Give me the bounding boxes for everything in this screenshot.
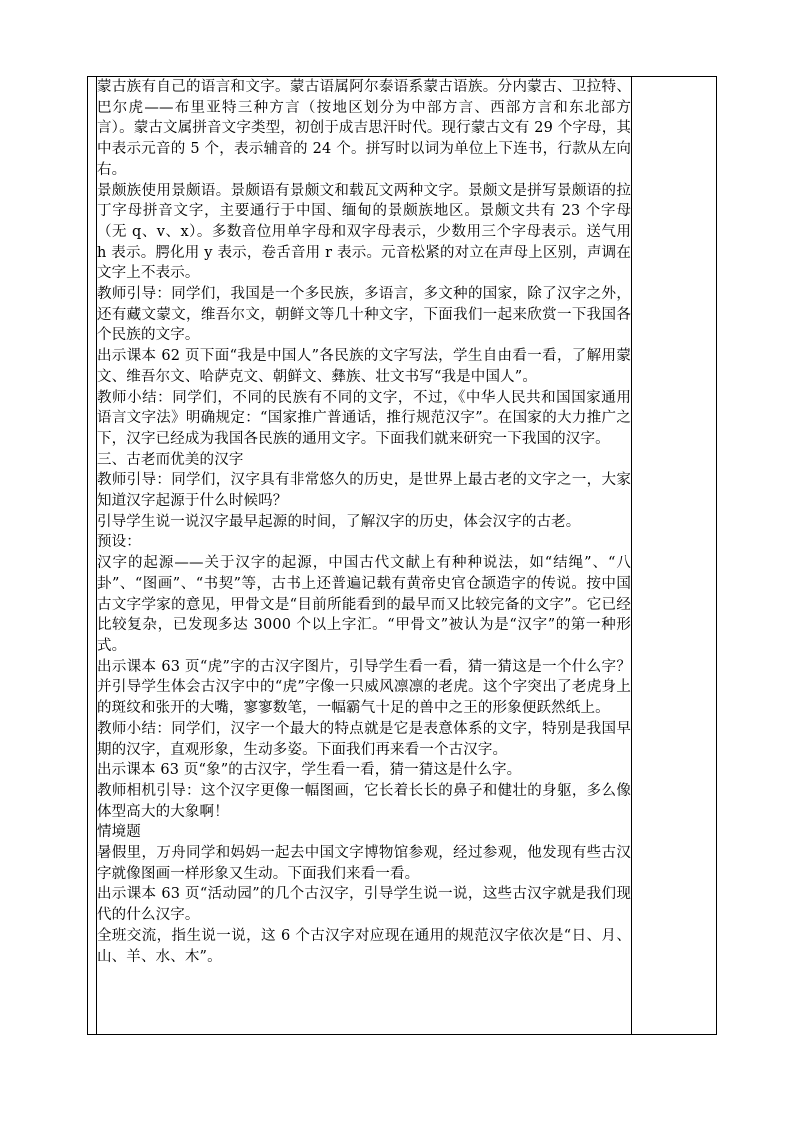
paragraph-guide-students: 引导学生说一说汉字最早起源的时间，了解汉字的历史，体会汉字的古老。 bbox=[97, 513, 581, 530]
left-margin-cell bbox=[88, 77, 97, 1035]
paragraph-scenario-label: 情境题 bbox=[97, 824, 141, 841]
right-notes-cell bbox=[632, 77, 717, 1035]
section-heading: 三、古老而优美的汉字 bbox=[97, 451, 244, 468]
paragraph-teacher-guide-2: 教师引导：同学们，汉字具有非常悠久的历史，是世界上最古老的文字之一，大家知道汉字起源于什么时候吗？ bbox=[97, 472, 631, 510]
paragraph-teacher-summary-2: 教师小结：同学们，汉字一个最大的特点就是它是表意体系的文字，特别是我国早期的汉字，直观形象，生动多姿。下面我们再来看一个古汉字。 bbox=[97, 720, 631, 758]
paragraph-origin: 汉字的起源——关于汉字的起源，中国古代文献上有种种说法，如“结绳”、“八卦”、“图画”、“书契”等，古书上还普遍记载有黄帝史官仓颉造字的传说。按中国古文字学家的意见，甲骨文是“目前所能看到的最早而又比较完备的文字”。它已经比较复杂，已发现多达 3000 个以上字汇。“甲骨文”被认为是“汉字”的第一种形式。 bbox=[97, 555, 631, 654]
paragraph-teacher-guide-3: 教师相机引导：这个汉字更像一幅图画，它长着长长的鼻子和健壮的身躯，多么像体型高大的大象啊！ bbox=[97, 782, 631, 820]
paragraph-teacher-guide-1: 教师引导：同学们，我国是一个多民族，多语言，多文种的国家，除了汉字之外，还有藏文蒙文，维吾尔文，朝鲜文等几十种文字，下面我们一起来欣赏一下我国各个民族的文字。 bbox=[97, 286, 631, 344]
paragraph-teacher-summary-1: 教师小结：同学们，不同的民族有不同的文字，不过，《中华人民共和国国家通用语言文字法》明确规定：“国家推广普通话，推行规范汉字”。在国家的大力推广之下，汉字已经成为我国各民族的通用文字。下面我们就来研究一下我国的汉字。 bbox=[97, 389, 631, 447]
lesson-plan-table bbox=[87, 76, 717, 1035]
paragraph-show-page-62: 出示课本 62 页下面“我是中国人”各民族的文字写法，学生自由看一看，了解用蒙文、维吾尔文、哈萨克文、朝鲜文、彝族、壮文书写“我是中国人”。 bbox=[97, 348, 631, 385]
paragraph-tiger-character: 出示课本 63 页“虎”字的古汉字图片，引导学生看一看，猜一猜这是一个什么字？并引导学生体会古汉字中的“虎”字像一只威风凛凛的老虎。这个字突出了老虎身上的斑纹和张开的大嘴，寥寥数笔，一幅霸气十足的兽中之王的形象便跃然纸上。 bbox=[97, 658, 631, 717]
paragraph-mongolian: 蒙古族有自己的语言和文字。蒙古语属阿尔泰语系蒙古语族。分内蒙古、卫拉特、巴尔虎——布里亚特三种方言（按地区划分为中部方言、西部方言和东北部方言）。蒙古文属拼音文字类型，初创于成吉思汗时代。现行蒙古文有 29 个字母，其中表示元音的 5 个，表示辅音的 24 个。拼写时以词为单位上下连书，行款从左向右。 bbox=[97, 79, 631, 178]
paragraph-activity-garden: 出示课本 63 页“活动园”的几个古汉字，引导学生说一说，这些古汉字就是我们现代的什么汉字。 bbox=[97, 886, 631, 924]
paragraph-scenario: 暑假里，万舟同学和妈妈一起去中国文字博物馆参观，经过参观，他发现有些古汉字就像图画一样形象又生动。下面我们来看一看。 bbox=[97, 845, 631, 882]
content-cell bbox=[97, 77, 632, 1035]
paragraph-elephant-character: 出示课本 63 页“象”的古汉字，学生看一看，猜一猜这是什么字。 bbox=[97, 762, 522, 779]
paragraph-jingpo: 景颇族使用景颇语。景颇语有景颇文和载瓦文两种文字。景颇文是拼写景颇语的拉丁字母拼音文字，主要通行于中国、缅甸的景颇族地区。景颇文共有 23 个字母（无 q、v、x）。多数音位用单字母和双字母表示，少数用三个字母表示。送气用 h 表示。腭化用 y 表示，卷舌音用 r 表示。元音松紧的对立在声母上区别，声调在文字上不表示。 bbox=[97, 182, 631, 282]
table-row bbox=[88, 77, 717, 1035]
paragraph-preset-label: 预设： bbox=[97, 534, 141, 551]
paragraph-class-exchange: 全班交流，指生说一说，这 6 个古汉字对应现在通用的规范汉字依次是“日、月、山、羊、水、木”。 bbox=[97, 927, 631, 965]
